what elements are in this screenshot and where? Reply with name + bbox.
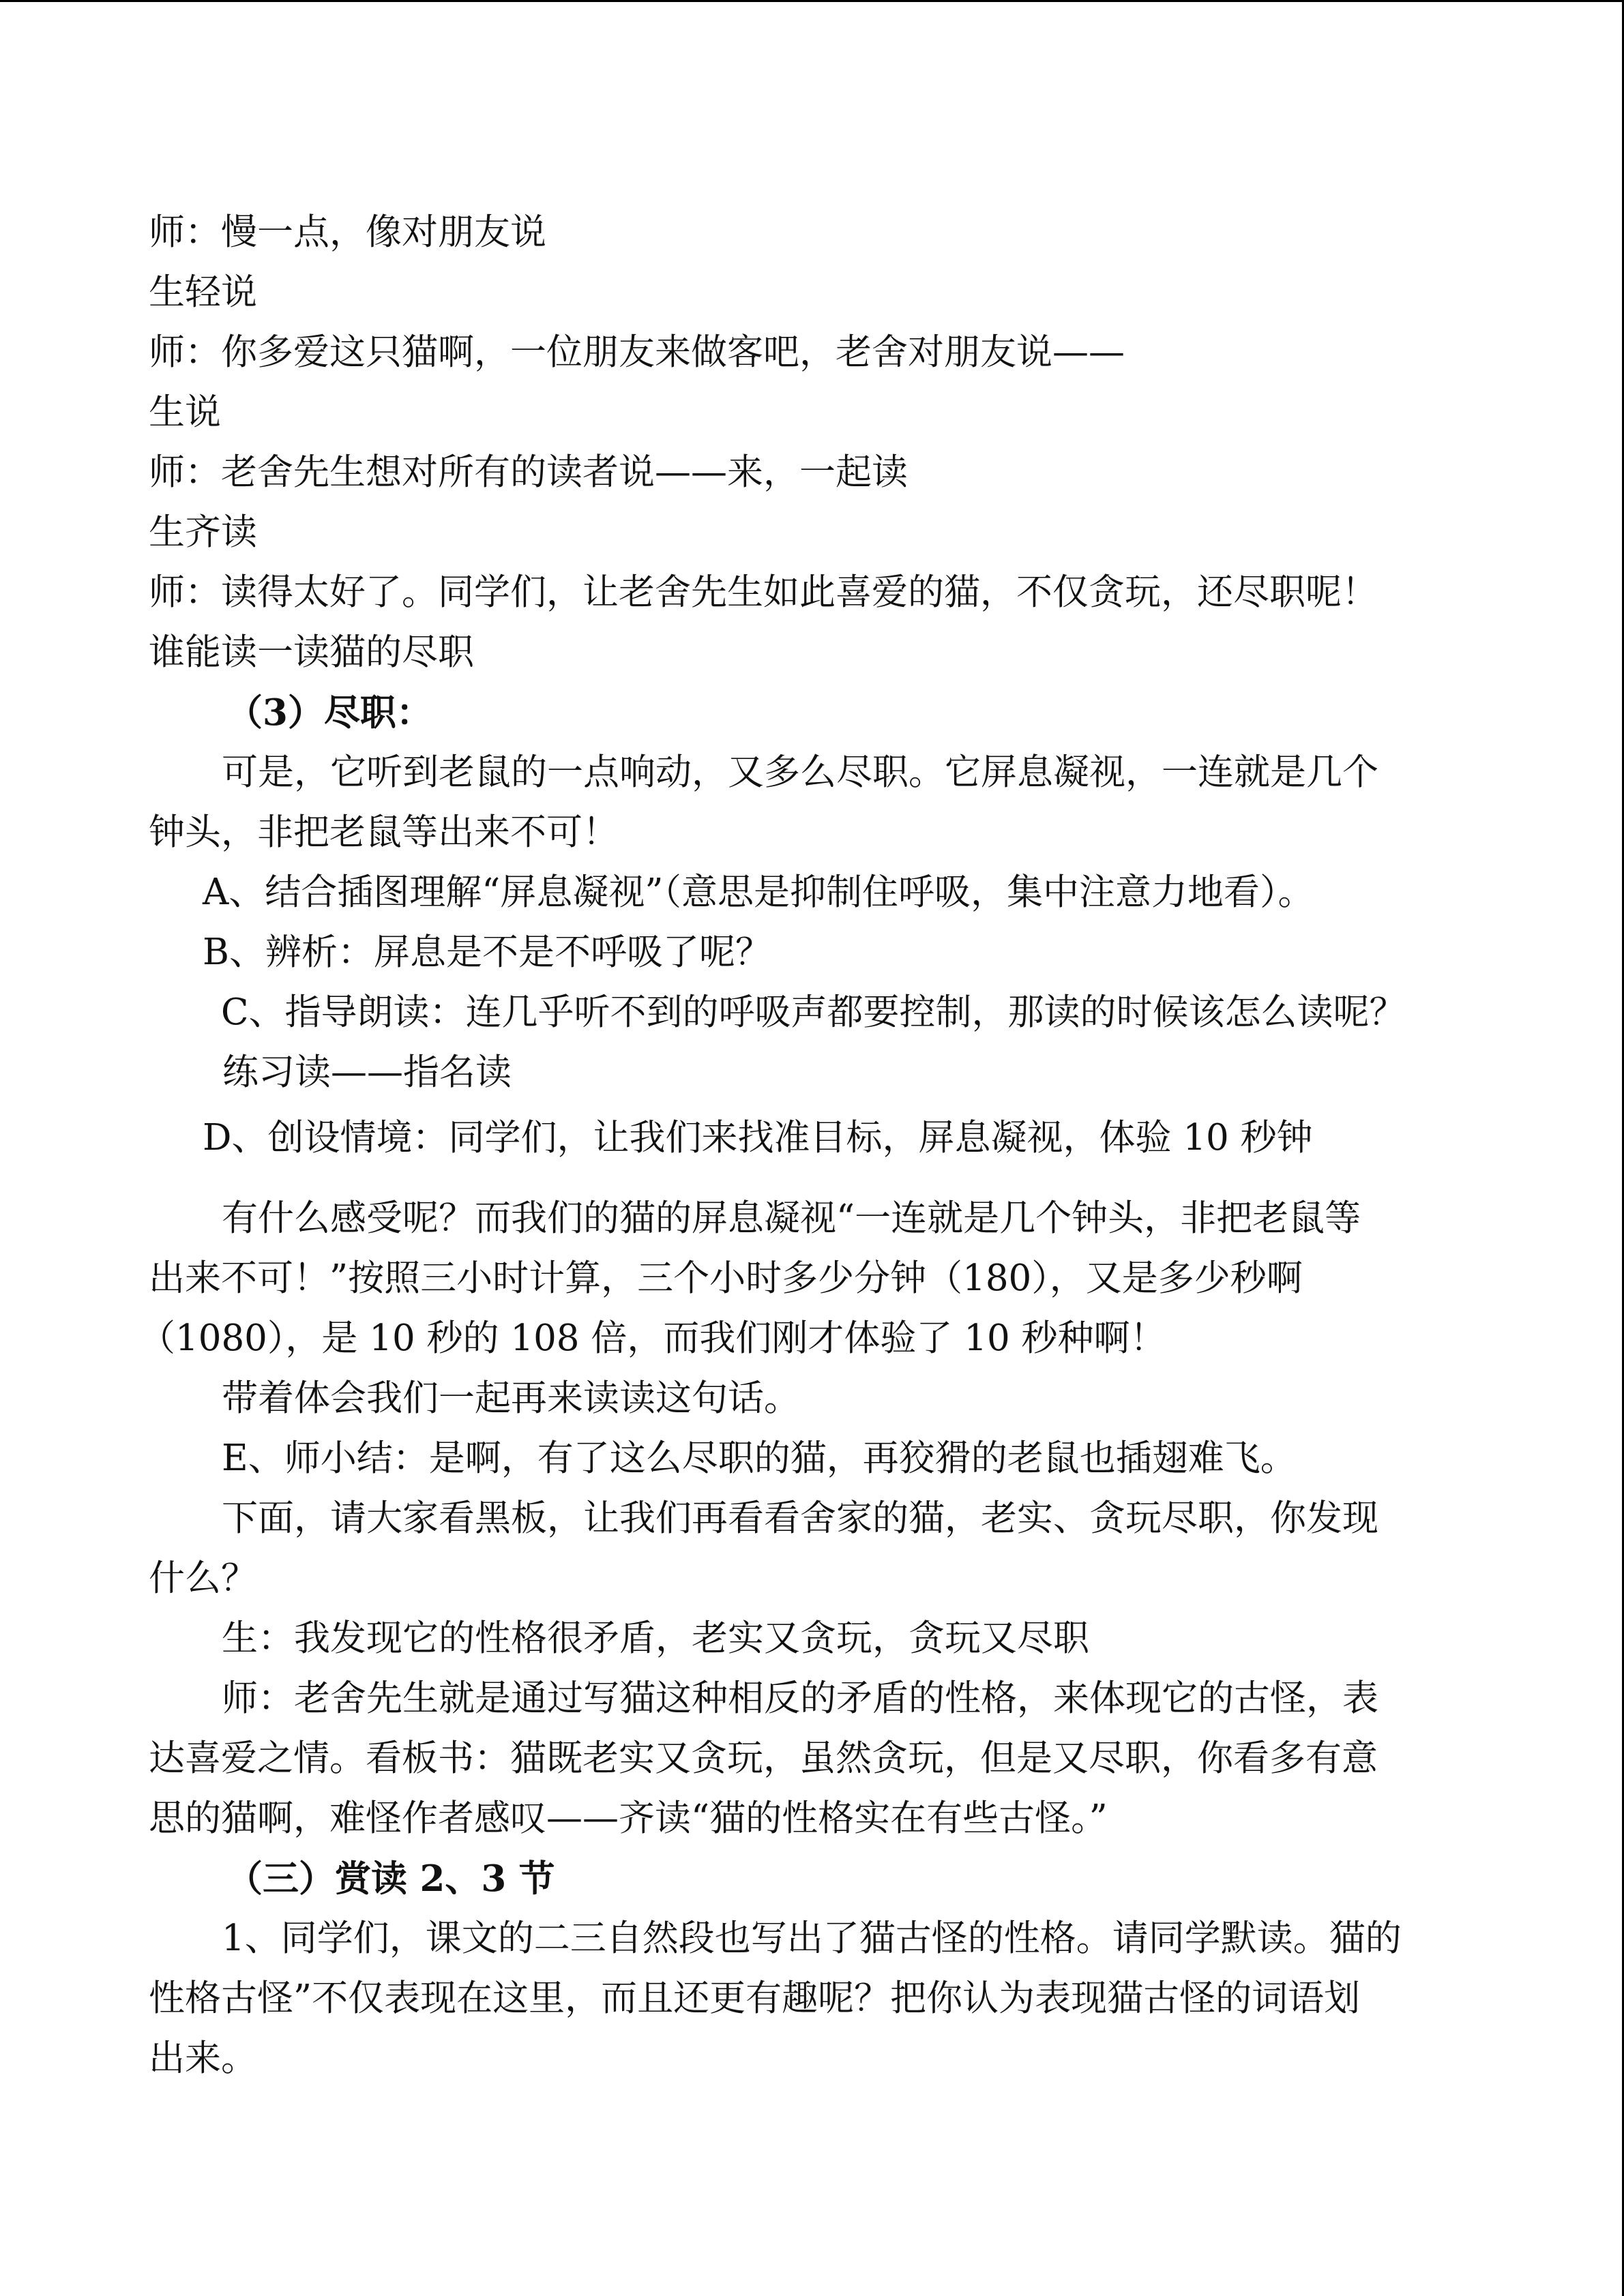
text-line: 出来不可！”按照三小时计算，三个小时多少分钟（180），又是多少秒啊: [149, 1257, 1303, 1299]
text-line: C、指导朗读：连几乎听不到的呼吸声都要控制，那读的时候该怎么读呢？: [221, 992, 1406, 1033]
text-line: A、结合插图理解“屏息凝视”（意思是抑制住呼吸，集中注意力地看）。: [203, 871, 1314, 913]
text-line: 师：老舍先生就是通过写猫这种相反的矛盾的性格，来体现它的古怪，表: [222, 1678, 1378, 1719]
text-line: B、辨析：屏息是不是不呼吸了呢？: [203, 931, 771, 973]
text-line: 1、同学们，课文的二三自然段也写出了猫古怪的性格。请同学默读。猫的: [222, 1918, 1402, 1959]
text-line: 生：我发现它的性格很矛盾，老实又贪玩，贪玩又尽职: [222, 1617, 1089, 1659]
text-line: D、创设情境：同学们，让我们来找准目标，屏息凝视，体验 10 秒钟: [203, 1117, 1313, 1159]
text-line: 思的猫啊，难怪作者感叹——齐读“猫的性格实在有些古怪。”: [149, 1798, 1108, 1839]
text-line: 师：你多爱这只猫啊，一位朋友来做客吧，老舍对朋友说——: [149, 331, 1125, 373]
text-line: 师：读得太好了。同学们，让老舍先生如此喜爱的猫，不仅贪玩，还尽职呢！: [149, 571, 1378, 613]
text-line: 什么？: [149, 1557, 257, 1599]
text-line: 达喜爱之情。看板书：猫既老实又贪玩，虽然贪玩，但是又尽职，你看多有意: [149, 1738, 1378, 1779]
text-line: 可是，它听到老鼠的一点响动，又多么尽职。它屏息凝视，一连就是几个: [222, 751, 1378, 793]
text-line: 性格古怪”不仅表现在这里，而且还更有趣呢？把你认为表现猫古怪的词语划: [149, 1978, 1361, 2019]
text-line: 生齐读: [149, 511, 257, 553]
section-heading: （3）尽职：: [226, 691, 432, 734]
section-heading: （三）赏读 2、3 节: [226, 1858, 555, 1900]
text-line: 师：慢一点，像对朋友说: [149, 211, 546, 253]
text-line: 练习读——指名读: [222, 1052, 512, 1093]
text-line: E、师小结：是啊，有了这么尽职的猫，再狡猾的老鼠也插翅难飞。: [222, 1437, 1297, 1479]
text-line: 有什么感受呢？而我们的猫的屏息凝视“一连就是几个钟头，非把老鼠等: [222, 1197, 1361, 1239]
text-line: 带着体会我们一起再来读读这句话。: [222, 1377, 800, 1419]
text-line: （1080），是 10 秒的 108 倍，而我们刚才体验了 10 秒种啊！: [139, 1317, 1166, 1359]
text-line: 出来。: [149, 2038, 257, 2079]
text-line: 生轻说: [149, 271, 257, 313]
text-line: 钟头，非把老鼠等出来不可！: [149, 811, 619, 853]
text-line: 下面，请大家看黑板，让我们再看看舍家的猫，老实、贪玩尽职，你发现: [222, 1497, 1378, 1539]
text-line: 师：老舍先生想对所有的读者说——来，一起读: [149, 451, 908, 493]
text-line: 谁能读一读猫的尽职: [149, 631, 474, 673]
text-line: 生说: [149, 391, 221, 433]
